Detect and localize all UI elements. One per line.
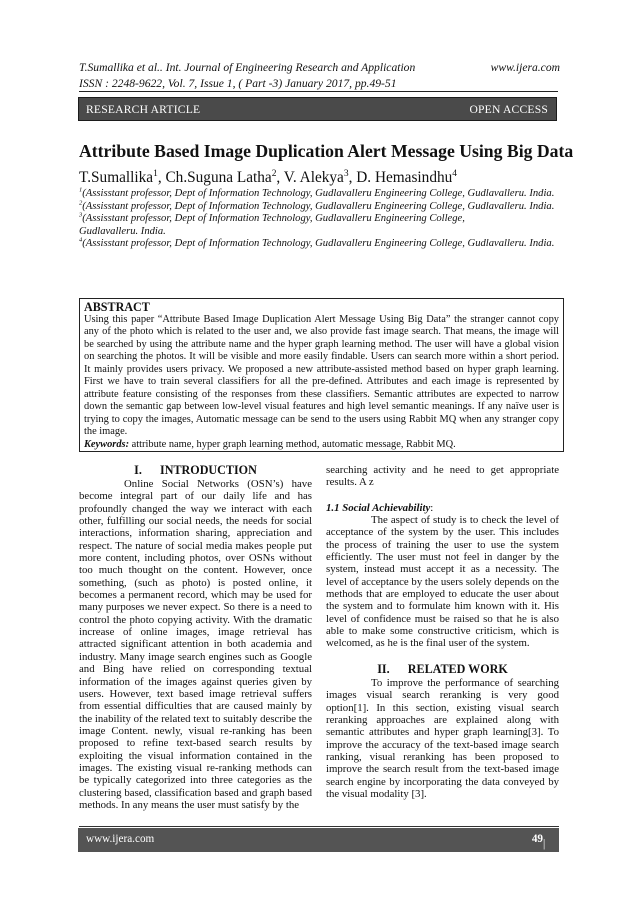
left-column [79, 464, 312, 811]
affiliation-text: (Assisstant professor, Dept of Information Technology, Gudlavalleru Engineering College, Gudlavalleru. India. [79, 213, 465, 237]
page-label: | P a g e [543, 838, 549, 902]
affiliation-sup: 3 [79, 211, 83, 219]
research-article-label: RESEARCH ARTICLE [86, 103, 201, 116]
open-access-label: OPEN ACCESS [469, 103, 548, 116]
issn-line: ISSN : 2248-9622, Vol. 7, Issue 1, ( Part -3) January 2017, pp.49-51 [79, 76, 397, 90]
affiliation [79, 238, 564, 251]
author-sup: 3 [343, 168, 349, 179]
affiliation-text: (Assisstant professor, Dept of Information Technology, Gudlavalleru Engineering College, Gudlavalleru. India. [82, 188, 555, 199]
affiliations [79, 188, 564, 251]
subsection-title: 1.1 Social Achievability [326, 501, 431, 514]
introduction-continued: searching activity and he need to get appropriate results. A z [326, 464, 559, 489]
affiliation-sup: 1 [79, 186, 83, 194]
related-work-heading: II. RELATED WORK [377, 661, 508, 676]
subsection-colon: : [430, 501, 434, 514]
author-sup: 4 [452, 168, 458, 179]
keywords-label: Keywords: [84, 438, 130, 450]
journal-citation: T.Sumallika et al.. Int. Journal of Engineering Research and Application [79, 61, 416, 74]
author-list: T.Sumallika$^1$, Ch.Suguna Latha$^2$, V. Alekya$^3$, D. Hemasindhu$^4$ [79, 168, 458, 186]
related-work-body: To improve the performance of searching images visual search reranking is very good option[1]. In this section, existing visual search reranking approaches are explained along with semantic attributes and hyper graph learning[3]. To improve the accuracy of the text-based image search ranking, visual reranking has been proposed to improve the search result from the text-based image search engine by incorporating the data conveyed by the visual modality [3]. [326, 676, 559, 800]
right-column [326, 464, 559, 800]
affiliation-text: (Assisstant professor, Dept of Information Technology, Gudlavalleru Engineering College, Gudlavalleru. India. [82, 238, 555, 249]
abstract-heading: ABSTRACT [84, 300, 150, 314]
affiliation [79, 188, 564, 201]
subsection-body: The aspect of study is to check the level of acceptance of the system by the user. This includes the process of training the user to use the system efficiently. The user must not feel in danger by the system, instead must accept it as a necessity. The level of acceptance by the users solely depends on the methods that are employed to educate the user about the system and to formulate him known with it. His level of confidence must be raised so that he is also able to make some constructive criticism, which is welcomed, as he is the final user of the system. [326, 514, 559, 650]
header-divider [79, 91, 558, 92]
affiliation [79, 198, 564, 214]
abstract-box [79, 298, 564, 452]
author-sup: 1 [153, 168, 158, 179]
introduction-body: Online Social Networks (OSN’s) have become integral part of our daily life and has profoundly changed the way we interact with each other, fulfilling our social needs, the needs for social interactions, information sharing, appreciation and respect. The nature of social media makes people put more content, including photos, over OSNs without too much thought on the content. However, once something, (such as photo) is posted online, it becomes a permanent record, which may be used for many purposes we never expect. So there is a need to control the photo copying activity. With the dramatic increase of online images, image retrieval has attracted significant attention in both academia and industry. Many image search engines such as Google and Bing have relied on corresponding textual information of the images against queries given by users. However, text based image retrieval suffers from essential difficulties that are caused mainly by the inability of the related text to suitably describe the image Content. newly, visual re-ranking has been proposed to refine text-based search results by exploiting the visual information contained in the images. The existing visual re-ranking methods can be typically categorized into three categories as the clustering based, classification based and graph based methods. In any means the user must satisfy by the [79, 478, 312, 811]
introduction-heading: I. INTRODUCTION [134, 463, 257, 477]
keywords-line [84, 439, 559, 452]
author-name: D. Hemasindhu [356, 169, 453, 186]
footer-bar [78, 828, 559, 902]
page-num: 49 [531, 833, 543, 845]
article-type-banner [78, 97, 557, 121]
author-name: Ch.Suguna Latha [165, 169, 272, 186]
page-number [531, 833, 549, 902]
running-header [79, 60, 415, 91]
subsection-heading [326, 502, 559, 514]
author-name: V. Alekya [283, 169, 344, 186]
affiliation-sup: 4 [79, 236, 83, 244]
footer-divider [79, 826, 559, 827]
abstract-body: Using this paper “Attribute Based Image Duplication Alert Message Using Big Data” the stranger cannot copy any of the photo which is related to the user and, we also provide fast image search. That means, the image will be searched by using the attribute name and the hyper graph learning method. The user will have a global vision on searching the photos. It will be visible and more easily findable. Users can search more within a short period. It mainly provides users privacy. We proposed a new attribute-assisted method based on hyper graph learning. First we have to train several classifiers for all the pre-defined. Attributes and each image is represented by attribute feature consisting of the responses from these classifiers. Semantic attributes are expected to narrow down the semantic gap between low-level visual features and high level semantic meanings. If any naïve user is trying to copy the images, Automatic message can be send to the users using Rabbit MQ when any stranger copy the image. [84, 313, 559, 437]
header-website-link[interactable]: www.ijera.com [490, 61, 560, 74]
author-name: T.Sumallika [79, 169, 154, 186]
affiliation-sup: 2 [79, 198, 83, 206]
paper-title: Attribute Based Image Duplication Alert Message Using Big Data [79, 141, 574, 161]
keywords-text: attribute name, hyper graph learning method, automatic message, Rabbit MQ. [131, 438, 456, 450]
footer-website-link[interactable]: www.ijera.com [86, 833, 155, 845]
affiliation [79, 213, 499, 238]
author-sup: 2 [271, 168, 277, 179]
affiliation-text: (Assisstant professor, Dept of Information Technology, Gudlavalleru Engineering College, Gudlavalleru. India. [82, 200, 555, 212]
